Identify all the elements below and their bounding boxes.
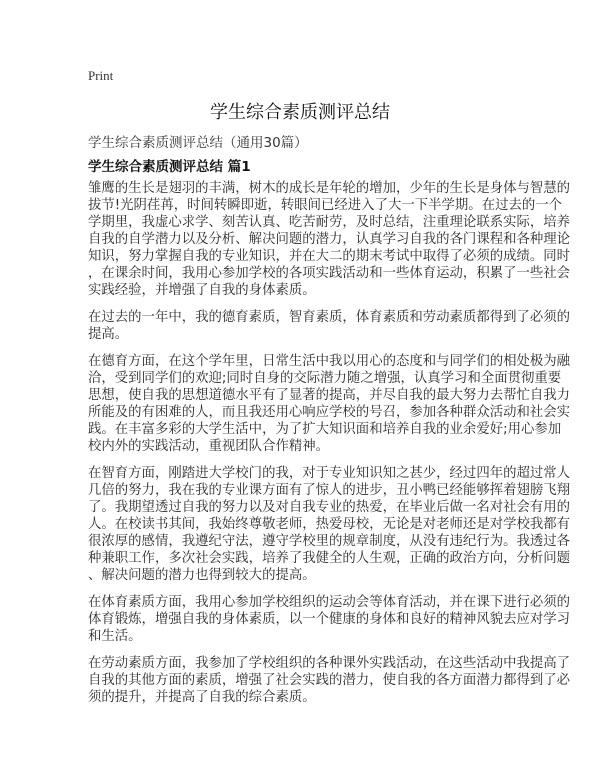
document-body — [88, 180, 571, 716]
paragraph-line: 了。我期望透过自我的努力以及对自我专业的热爱，在毕业后做一名对社会有用的 — [88, 500, 571, 515]
paragraph-line: 自我的其他方面的素质，增强了社会实践的潜力，使自我的各方面潜力都得到了必 — [88, 673, 571, 688]
paragraph-line: 在劳动素质方面，我参加了学校组织的各种课外实践活动，在这些活动中我提高了 — [88, 656, 571, 671]
paragraph-line: 雏鹰的生长是翅羽的丰满，树木的成长是年轮的增加，少年的生长是身体与智慧的 — [88, 181, 571, 196]
paragraph-line: 几倍的努力，我在我的专业课方面有了惊人的进步，丑小鸭已经能够挥着翅膀飞翔 — [88, 483, 571, 498]
paragraph-line: 洽，受到同学们的欢迎;同时自身的交际潜力随之增强，认真学习和全面贯彻重要 — [88, 371, 562, 386]
paragraph-line: 须的提升，并提高了自我的综合素质。 — [88, 690, 316, 705]
paragraph — [88, 180, 571, 299]
paragraph-line: 体育锻炼，增强自我的身体素质，以一个健康的身体和良好的精神风貌去应对学习 — [88, 612, 571, 627]
paragraph — [88, 353, 571, 455]
paragraph-line: 思想，使自我的思想道德水平有了显著的提高，并尽自我的最大努力去帮忙自我力 — [88, 388, 571, 403]
paragraph-line: 拔节!光阴荏苒，时间转瞬即逝，转眼间已经进入了大一下半学期。在过去的一个 — [88, 198, 563, 213]
paragraph — [88, 655, 571, 706]
paragraph — [88, 594, 571, 645]
paragraph — [88, 309, 571, 343]
paragraph-line: 校内外的实践活动，重视团队合作精神。 — [88, 439, 330, 454]
paragraph-line: 所能及的有困难的人，而且我还用心响应学校的号召，参加各种群众活动和社会实 — [88, 405, 571, 420]
paragraph-line: 提高。 — [88, 327, 129, 342]
paragraph-line: 在智育方面，刚踏进大学校门的我，对于专业知识知之甚少，经过四年的超过常人 — [88, 466, 571, 481]
paragraph-line: 学期里，我虚心求学、刻苦认真、吃苦耐劳，及时总结，注重理论联系实际，培养 — [88, 215, 571, 230]
paragraph-line: 实践经验，并增强了自我的身体素质。 — [88, 283, 316, 298]
paragraph-line: 、解决问题的潜力也得到较大的提高。 — [88, 568, 316, 583]
document-subtitle: 学生综合素质测评总结（通用30篇） — [88, 135, 308, 151]
section-heading: 学生综合素质测评总结 篇1 — [88, 159, 251, 175]
paragraph-line: 践。在丰富多彩的大学生活中，为了扩大知识面和培养自我的业余爱好;用心参加 — [88, 422, 562, 437]
paragraph-line: 在德育方面，在这个学年里，日常生活中我以用心的态度和与同学们的相处极为融 — [88, 354, 571, 369]
paragraph-line: ，在课余时间，我用心参加学校的各项实践活动和一些体育运动，积累了一些社会 — [88, 266, 571, 281]
paragraph-line: 很浓厚的感情，我遵纪守法，遵守学校里的规章制度，从没有违纪行为。我透过各 — [88, 534, 571, 549]
paragraph-line: 人。在校读书其间，我始终尊敬老师，热爱母校，无论是对老师还是对学校我都有 — [88, 517, 571, 532]
paragraph-line: 种兼职工作，多次社会实践，培养了我健全的人生观，正确的政治方向，分析问题 — [88, 551, 571, 566]
print-label[interactable]: Print — [88, 68, 114, 83]
paragraph-line: 在体育素质方面，我用心参加学校组织的运动会等体育活动，并在课下进行必须的 — [88, 595, 571, 610]
paragraph-line: 在过去的一年中，我的德育素质，智育素质，体育素质和劳动素质都得到了必须的 — [88, 310, 571, 325]
paragraph-line: 和生活。 — [88, 629, 142, 644]
document-title: 学生综合素质测评总结 — [210, 102, 390, 123]
paragraph-line: 自我的自学潜力以及分析、解决问题的潜力，认真学习自我的各门课程和各种理论 — [88, 232, 571, 247]
paragraph-line: 知识，努力掌握自我的专业知识，并在大二的期末考试中取得了必须的成绩。同时 — [88, 249, 571, 264]
paragraph — [88, 465, 571, 584]
